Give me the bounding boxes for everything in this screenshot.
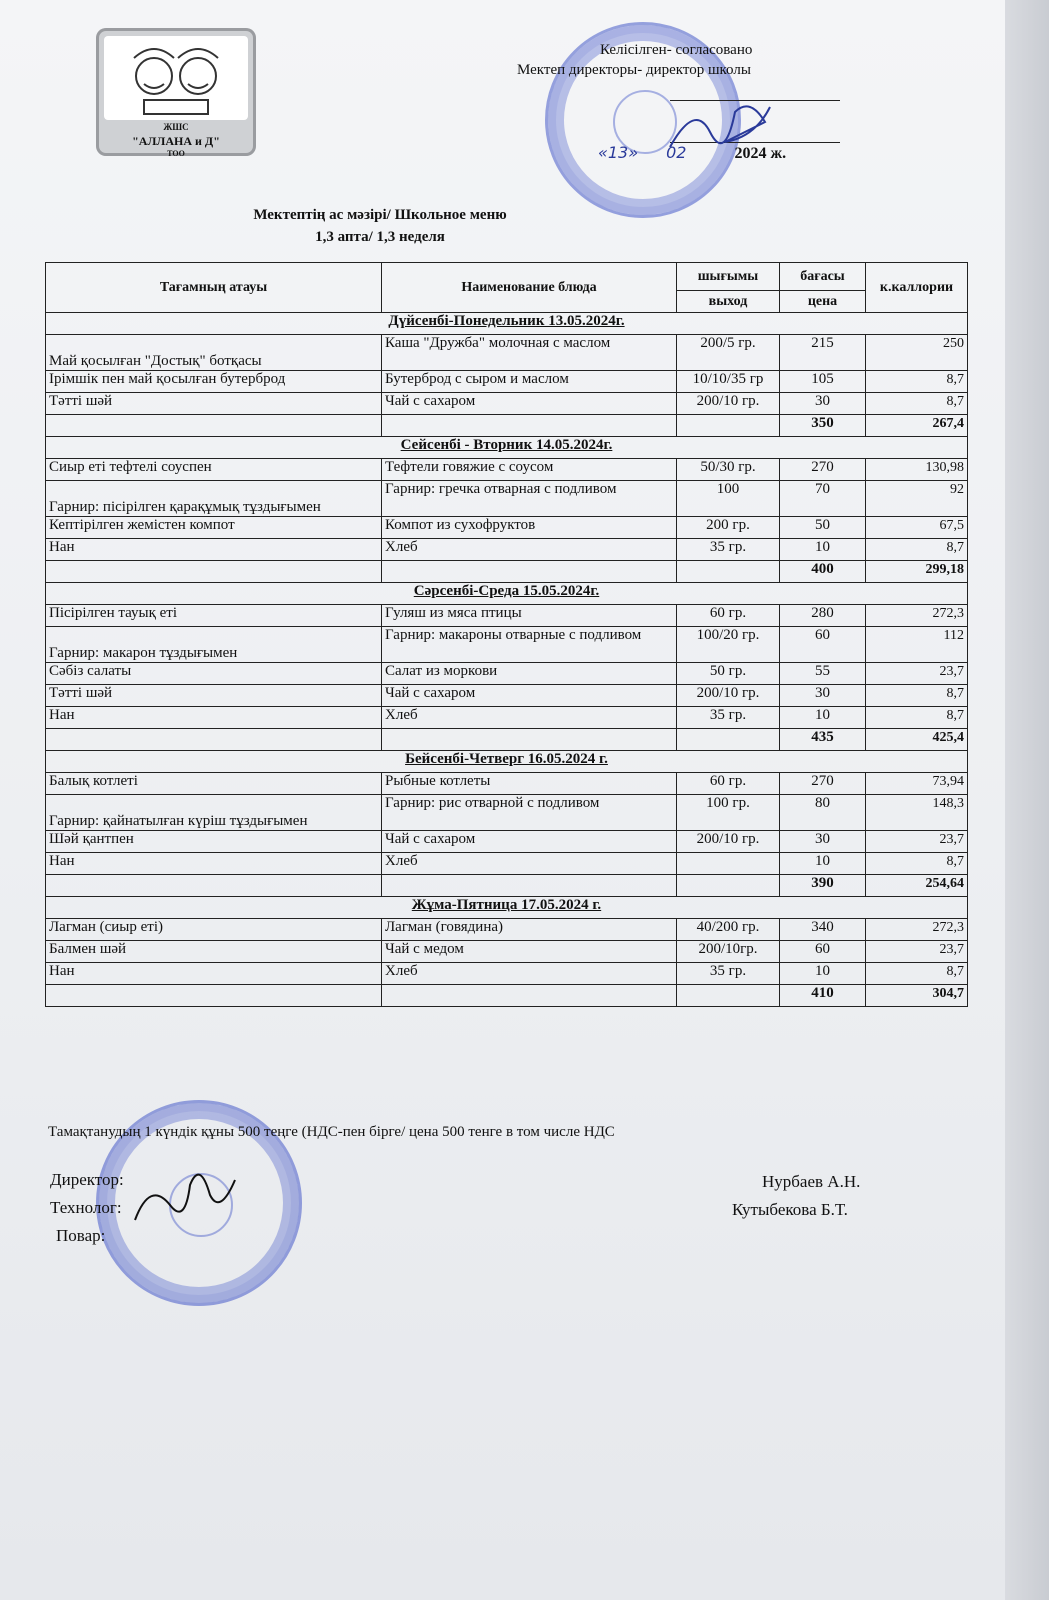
dish-price: 270 bbox=[780, 773, 866, 795]
dish-output: 60 гр. bbox=[677, 773, 780, 795]
header-output-ru: выход bbox=[677, 291, 780, 313]
dish-price: 50 bbox=[780, 517, 866, 539]
empty-cell bbox=[382, 415, 677, 437]
table-row bbox=[46, 941, 968, 963]
dish-name-kz: Пісірілген тауық еті bbox=[46, 605, 382, 627]
day-title: Бейсенбі-Четверг 16.05.2024 г. bbox=[46, 751, 968, 773]
dish-kcal: 23,7 bbox=[866, 941, 968, 963]
dish-name-ru: Салат из моркови bbox=[382, 663, 677, 685]
header-kz-name: Тағамның атауы bbox=[46, 263, 382, 313]
table-row bbox=[46, 773, 968, 795]
table-row bbox=[46, 459, 968, 481]
dish-name-kz: Сиыр еті тефтелі соуспен bbox=[46, 459, 382, 481]
day-title: Сейсенбі - Вторник 14.05.2024г. bbox=[46, 437, 968, 459]
dish-price: 70 bbox=[780, 481, 866, 517]
dish-name-ru: Чай с медом bbox=[382, 941, 677, 963]
dish-name-kz: Тәтті шәй bbox=[46, 685, 382, 707]
empty-cell bbox=[677, 729, 780, 751]
dish-output: 35 гр. bbox=[677, 539, 780, 561]
table-row bbox=[46, 517, 968, 539]
table-header-row bbox=[46, 263, 968, 291]
dish-name-kz: Шәй қантпен bbox=[46, 831, 382, 853]
dish-kcal: 8,7 bbox=[866, 963, 968, 985]
dish-name-ru: Гарнир: рис отварной с подливом bbox=[382, 795, 677, 831]
total-price: 410 bbox=[780, 985, 866, 1007]
director-name: Нурбаев А.Н. bbox=[762, 1172, 861, 1191]
table-row bbox=[46, 481, 968, 517]
day-header-row bbox=[46, 583, 968, 605]
dish-output: 200/10 гр. bbox=[677, 393, 780, 415]
table-row bbox=[46, 371, 968, 393]
dish-output: 100 гр. bbox=[677, 795, 780, 831]
director-label: Директор: bbox=[50, 1170, 124, 1189]
day-header-row bbox=[46, 751, 968, 773]
menu-table bbox=[45, 262, 968, 1007]
dish-output: 50/30 гр. bbox=[677, 459, 780, 481]
dish-kcal: 148,3 bbox=[866, 795, 968, 831]
dish-price: 30 bbox=[780, 831, 866, 853]
dish-name-kz: Май қосылған "Достық" ботқасы bbox=[46, 335, 382, 371]
table-row bbox=[46, 685, 968, 707]
table-row bbox=[46, 853, 968, 875]
technologist-name: Кутыбекова Б.Т. bbox=[732, 1200, 848, 1219]
dish-output: 35 гр. bbox=[677, 963, 780, 985]
dish-kcal: 92 bbox=[866, 481, 968, 517]
dish-name-kz: Гарнир: қайнатылған күріш тұздығымен bbox=[46, 795, 382, 831]
empty-cell bbox=[382, 561, 677, 583]
empty-cell bbox=[677, 985, 780, 1007]
dish-output: 100 bbox=[677, 481, 780, 517]
dish-price: 30 bbox=[780, 393, 866, 415]
empty-cell bbox=[46, 985, 382, 1007]
dish-output: 200/10гр. bbox=[677, 941, 780, 963]
date-year: 2024 ж. bbox=[734, 145, 787, 162]
empty-cell bbox=[677, 561, 780, 583]
total-price: 390 bbox=[780, 875, 866, 897]
price-note: Тамақтанудың 1 күндік құны 500 теңге (НДС-пен бірге/ цена 500 тенге в том числе НДС bbox=[48, 1124, 615, 1140]
dish-price: 55 bbox=[780, 663, 866, 685]
dish-name-kz: Балмен шәй bbox=[46, 941, 382, 963]
empty-cell bbox=[677, 415, 780, 437]
date-day: «13» bbox=[598, 143, 639, 162]
dish-output: 40/200 гр. bbox=[677, 919, 780, 941]
table-row bbox=[46, 539, 968, 561]
dish-price: 30 bbox=[780, 685, 866, 707]
logo-line-2: "АЛЛАНА и Д" bbox=[132, 134, 220, 148]
dish-name-ru: Хлеб bbox=[382, 963, 677, 985]
total-kcal: 425,4 bbox=[866, 729, 968, 751]
dish-name-ru: Бутерброд с сыром и маслом bbox=[382, 371, 677, 393]
dish-output: 35 гр. bbox=[677, 707, 780, 729]
dish-kcal: 272,3 bbox=[866, 605, 968, 627]
total-kcal: 299,18 bbox=[866, 561, 968, 583]
dish-name-ru: Чай с сахаром bbox=[382, 685, 677, 707]
dish-name-kz: Ірімшік пен май қосылған бутерброд bbox=[46, 371, 382, 393]
menu-body bbox=[46, 313, 968, 1007]
total-row bbox=[46, 561, 968, 583]
dish-price: 280 bbox=[780, 605, 866, 627]
dish-price: 10 bbox=[780, 853, 866, 875]
menu-title: Мектептің ас мәзірі/ Школьное меню bbox=[253, 207, 507, 223]
empty-cell bbox=[382, 729, 677, 751]
page-edge-shadow bbox=[1005, 0, 1049, 1600]
dish-kcal: 130,98 bbox=[866, 459, 968, 481]
logo-image bbox=[104, 36, 248, 120]
dish-name-kz: Сәбіз салаты bbox=[46, 663, 382, 685]
dish-price: 10 bbox=[780, 707, 866, 729]
dish-name-ru: Каша "Дружба" молочная с маслом bbox=[382, 335, 677, 371]
dish-price: 270 bbox=[780, 459, 866, 481]
empty-cell bbox=[46, 875, 382, 897]
dish-name-kz: Лагман (сиыр еті) bbox=[46, 919, 382, 941]
dish-name-ru: Хлеб bbox=[382, 707, 677, 729]
dish-price: 10 bbox=[780, 539, 866, 561]
dish-price: 10 bbox=[780, 963, 866, 985]
technologist-label: Технолог: bbox=[50, 1198, 122, 1217]
day-header-row bbox=[46, 313, 968, 335]
dish-name-ru: Чай с сахаром bbox=[382, 831, 677, 853]
day-title: Жұма-Пятница 17.05.2024 г. bbox=[46, 897, 968, 919]
cook-label: Повар: bbox=[56, 1226, 106, 1245]
total-row bbox=[46, 729, 968, 751]
dish-name-ru: Компот из сухофруктов bbox=[382, 517, 677, 539]
total-row bbox=[46, 875, 968, 897]
dish-price: 105 bbox=[780, 371, 866, 393]
logo-line-1: ЖШС bbox=[163, 122, 189, 132]
dish-kcal: 8,7 bbox=[866, 393, 968, 415]
dish-name-kz: Балық котлеті bbox=[46, 773, 382, 795]
dish-name-ru: Хлеб bbox=[382, 853, 677, 875]
approval-director-label: Мектеп директоры- директор школы bbox=[517, 62, 751, 78]
table-row bbox=[46, 707, 968, 729]
header-kcal: к.каллории bbox=[866, 263, 968, 313]
dish-kcal: 8,7 bbox=[866, 685, 968, 707]
empty-cell bbox=[382, 875, 677, 897]
dish-name-kz: Нан bbox=[46, 963, 382, 985]
total-kcal: 254,64 bbox=[866, 875, 968, 897]
header-ru-name: Наименование блюда bbox=[382, 263, 677, 313]
table-row bbox=[46, 963, 968, 985]
table-row bbox=[46, 831, 968, 853]
dish-price: 80 bbox=[780, 795, 866, 831]
empty-cell bbox=[677, 875, 780, 897]
table-row bbox=[46, 393, 968, 415]
header-output-kz: шығымы bbox=[677, 263, 780, 291]
menu-week: 1,3 апта/ 1,3 неделя bbox=[315, 229, 445, 245]
dish-output: 10/10/35 гр bbox=[677, 371, 780, 393]
dish-output: 50 гр. bbox=[677, 663, 780, 685]
day-title: Сәрсенбі-Среда 15.05.2024г. bbox=[46, 583, 968, 605]
dish-name-kz: Нан bbox=[46, 853, 382, 875]
dish-price: 340 bbox=[780, 919, 866, 941]
dish-kcal: 23,7 bbox=[866, 663, 968, 685]
dish-price: 60 bbox=[780, 627, 866, 663]
empty-cell bbox=[46, 729, 382, 751]
empty-cell bbox=[382, 985, 677, 1007]
total-price: 435 bbox=[780, 729, 866, 751]
date-month: 02 bbox=[666, 143, 687, 162]
dish-kcal: 67,5 bbox=[866, 517, 968, 539]
header-price-kz: бағасы bbox=[780, 263, 866, 291]
dish-kcal: 272,3 bbox=[866, 919, 968, 941]
day-header-row bbox=[46, 437, 968, 459]
table-row bbox=[46, 795, 968, 831]
day-header-row bbox=[46, 897, 968, 919]
dish-kcal: 8,7 bbox=[866, 371, 968, 393]
total-price: 350 bbox=[780, 415, 866, 437]
dish-kcal: 8,7 bbox=[866, 853, 968, 875]
dish-name-ru: Чай с сахаром bbox=[382, 393, 677, 415]
logo-line-3: ТОО bbox=[167, 149, 185, 158]
dish-name-ru: Гарнир: макароны отварные с подливом bbox=[382, 627, 677, 663]
dish-name-kz: Кептірілген жемістен компот bbox=[46, 517, 382, 539]
dish-name-ru: Рыбные котлеты bbox=[382, 773, 677, 795]
dish-name-kz: Гарнир: макарон тұздығымен bbox=[46, 627, 382, 663]
dish-price: 215 bbox=[780, 335, 866, 371]
dish-kcal: 8,7 bbox=[866, 539, 968, 561]
approval-date bbox=[598, 143, 786, 163]
dish-kcal: 8,7 bbox=[866, 707, 968, 729]
dish-output: 200/10 гр. bbox=[677, 831, 780, 853]
dish-kcal: 112 bbox=[866, 627, 968, 663]
total-row bbox=[46, 415, 968, 437]
table-row bbox=[46, 335, 968, 371]
dish-name-ru: Тефтели говяжие с соусом bbox=[382, 459, 677, 481]
dish-name-ru: Лагман (говядина) bbox=[382, 919, 677, 941]
table-row bbox=[46, 605, 968, 627]
dish-name-kz: Нан bbox=[46, 539, 382, 561]
table-row bbox=[46, 627, 968, 663]
total-kcal: 267,4 bbox=[866, 415, 968, 437]
table-row bbox=[46, 663, 968, 685]
dish-name-ru: Гарнир: гречка отварная с подливом bbox=[382, 481, 677, 517]
dish-output: 200/10 гр. bbox=[677, 685, 780, 707]
empty-cell bbox=[46, 415, 382, 437]
dish-name-kz: Тәтті шәй bbox=[46, 393, 382, 415]
dish-name-ru: Гуляш из мяса птицы bbox=[382, 605, 677, 627]
day-title: Дүйсенбі-Понедельник 13.05.2024г. bbox=[46, 313, 968, 335]
table-row bbox=[46, 919, 968, 941]
dish-output: 200 гр. bbox=[677, 517, 780, 539]
total-price: 400 bbox=[780, 561, 866, 583]
dish-output: 200/5 гр. bbox=[677, 335, 780, 371]
dish-price: 60 bbox=[780, 941, 866, 963]
dish-output: 60 гр. bbox=[677, 605, 780, 627]
total-kcal: 304,7 bbox=[866, 985, 968, 1007]
dish-name-kz: Гарнир: пісірілген қарақұмық тұздығымен bbox=[46, 481, 382, 517]
dish-output bbox=[677, 853, 780, 875]
dish-output: 100/20 гр. bbox=[677, 627, 780, 663]
dish-kcal: 23,7 bbox=[866, 831, 968, 853]
empty-cell bbox=[46, 561, 382, 583]
total-row bbox=[46, 985, 968, 1007]
technologist-signature bbox=[130, 1160, 240, 1230]
dish-name-ru: Хлеб bbox=[382, 539, 677, 561]
dish-kcal: 250 bbox=[866, 335, 968, 371]
company-logo bbox=[96, 28, 256, 156]
dish-kcal: 73,94 bbox=[866, 773, 968, 795]
header-price-ru: цена bbox=[780, 291, 866, 313]
approval-label: Келісілген- согласовано bbox=[600, 42, 753, 58]
dish-name-kz: Нан bbox=[46, 707, 382, 729]
